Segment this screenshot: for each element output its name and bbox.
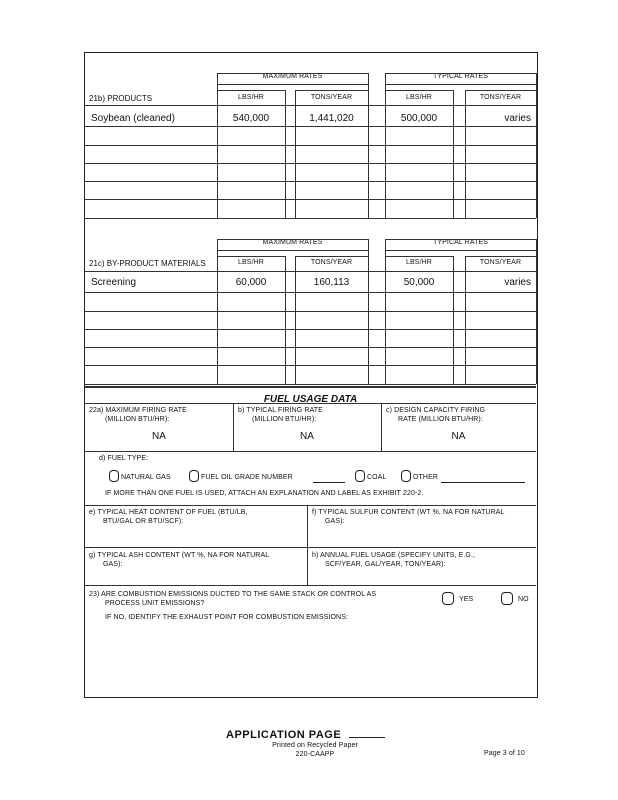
table-row-line — [85, 163, 536, 164]
col-header-line — [295, 90, 368, 91]
products-max-rates-header: MAXIMUM RATES — [262, 73, 323, 80]
max-firing-rate-label — [89, 406, 187, 424]
col-header-line — [465, 90, 536, 91]
byproducts-max-tons-header: TONS/YEAR — [310, 259, 353, 266]
group-header-top — [385, 239, 536, 240]
design-capacity-line2: RATE (MILLION BTU/HR): — [398, 416, 483, 423]
products-label: 21b) PRODUCTS — [89, 94, 153, 103]
table-row-line — [85, 384, 536, 385]
byproducts-section — [85, 219, 536, 385]
q23-exhaust-note: IF NO, IDENTIFY THE EXHAUST POINT FOR COMBUSTION EMISSIONS: — [105, 614, 349, 621]
byproducts-typ-tons-header: TONS/YEAR — [479, 259, 522, 266]
coal-checkbox[interactable] — [355, 470, 365, 482]
group-header-top — [217, 239, 368, 240]
table-row-line — [85, 292, 536, 293]
table-row-line — [85, 329, 536, 330]
heat-content-line1: e) TYPICAL HEAT CONTENT OF FUEL (BTU/LB, — [89, 509, 248, 516]
annual-usage-line1: h) ANNUAL FUEL USAGE (SPECIFY UNITS, E.G., — [312, 552, 476, 559]
other-checkbox[interactable] — [401, 470, 411, 482]
design-capacity-line1: c) DESIGN CAPACITY FIRING — [386, 407, 486, 414]
q23-line1: 23) ARE COMBUSTION EMISSIONS DUCTED TO THE SAME STACK OR CONTROL AS — [89, 591, 377, 598]
group-header-top — [217, 73, 368, 74]
fuel-rate-line — [85, 451, 536, 452]
natural-gas-checkbox[interactable] — [109, 470, 119, 482]
design-capacity-label — [386, 406, 485, 424]
byproducts-max-rates-header: MAXIMUM RATES — [262, 239, 323, 246]
col-header-line — [295, 256, 368, 257]
byproducts-label: 21c) BY-PRODUCT MATERIALS — [89, 259, 206, 268]
table-row-line — [85, 347, 536, 348]
byproducts-typical-rates-header: TYPICAL RATES — [433, 239, 488, 246]
group-right — [536, 239, 537, 384]
group-right — [536, 73, 537, 218]
table-row-line — [85, 126, 536, 127]
table-row-line — [85, 199, 536, 200]
coal-label: COAL — [367, 474, 387, 481]
products-max-tons-header: TONS/YEAR — [310, 94, 353, 101]
group-header-bottom — [217, 84, 368, 85]
fuel-oil-label: FUEL OIL GRADE NUMBER — [201, 474, 293, 481]
col-header-line — [217, 90, 285, 91]
page-number: Page 3 of 10 — [484, 750, 525, 757]
q23-line2: PROCESS UNIT EMISSIONS? — [105, 600, 205, 607]
byproducts-typ-lbs-header: LBS/HR — [406, 259, 432, 266]
fuel-type-label: d) FUEL TYPE: — [99, 455, 149, 462]
table-row-line — [85, 271, 536, 272]
typical-firing-rate-label — [238, 406, 323, 424]
fuel-title: FUEL USAGE DATA — [263, 394, 358, 405]
form-number: 220-CAAPP — [295, 751, 335, 758]
byproduct-typ-lbs: 50,000 — [403, 277, 435, 288]
natural-gas-label: NATURAL GAS — [121, 474, 171, 481]
annual-usage-label — [312, 551, 475, 569]
col-header-line — [385, 256, 453, 257]
product-typ-tons: varies — [504, 113, 531, 124]
other-label: OTHER — [413, 474, 438, 481]
application-page-number-field[interactable] — [349, 737, 385, 738]
heat-content-label — [89, 508, 248, 526]
max-firing-rate-line1: 22a) MAXIMUM FIRING RATE — [89, 407, 187, 414]
fuel-rate-divider — [381, 403, 382, 451]
products-typ-lbs-header: LBS/HR — [406, 94, 432, 101]
table-row-line — [85, 105, 536, 106]
sulfur-content-label — [312, 508, 505, 526]
product-max-tons: 1,441,020 — [309, 113, 354, 124]
q23-no-label: NO — [518, 596, 529, 603]
byproduct-max-tons: 160,113 — [313, 277, 350, 288]
sulfur-content-line1: f) TYPICAL SULFUR CONTENT (WT %, NA FOR NATURAL — [312, 509, 505, 516]
fuel-title-line — [85, 403, 536, 404]
byproduct-name: Screening — [91, 277, 137, 288]
typical-firing-rate-value: NA — [300, 431, 314, 442]
design-capacity-value: NA — [451, 431, 466, 442]
max-firing-rate-value: NA — [152, 431, 166, 442]
table-row-line — [85, 218, 536, 219]
q23-yes-label: YES — [459, 596, 474, 603]
other-fuel-input[interactable] — [441, 482, 525, 483]
byproduct-max-lbs: 60,000 — [235, 277, 267, 288]
typical-firing-rate-line1: b) TYPICAL FIRING RATE — [238, 407, 323, 414]
table-row-line — [85, 181, 536, 182]
recycled-paper-note: Printed on Recycled Paper — [272, 742, 358, 749]
product-max-lbs: 540,000 — [232, 113, 270, 124]
grade-number-input[interactable] — [313, 482, 345, 483]
fuel-rate-divider — [233, 403, 234, 451]
byproduct-typ-tons: varies — [504, 277, 531, 288]
heat-content-line2: BTU/GAL OR BTU/SCF): — [103, 518, 184, 525]
products-section — [85, 53, 536, 219]
group-header-bottom — [217, 250, 368, 251]
max-firing-rate-line2: (MILLION BTU/HR): — [105, 416, 170, 423]
fuel-oil-checkbox[interactable] — [189, 470, 199, 482]
fuel-type-line — [85, 505, 536, 506]
fuel-ef-divider — [307, 505, 308, 585]
product-typ-lbs: 500,000 — [400, 113, 438, 124]
ash-content-line2: GAS): — [103, 561, 123, 568]
fuel-gh-line — [85, 585, 536, 586]
ash-content-line1: g) TYPICAL ASH CONTENT (WT %, NA FOR NATURAL — [89, 552, 270, 559]
table-row-line — [85, 145, 536, 146]
products-typ-tons-header: TONS/YEAR — [479, 94, 522, 101]
col-header-line — [217, 256, 285, 257]
col-header-line — [385, 90, 453, 91]
group-header-bottom — [385, 250, 536, 251]
q23-yes-checkbox[interactable] — [442, 592, 454, 605]
typical-firing-rate-line2: (MILLION BTU/HR): — [252, 416, 317, 423]
table-row-line — [85, 365, 536, 366]
q23-no-checkbox[interactable] — [501, 592, 513, 605]
annual-usage-line2: SCF/YEAR, GAL/YEAR, TON/YEAR): — [325, 561, 446, 568]
byproducts-max-lbs-header: LBS/HR — [238, 259, 264, 266]
ash-content-label — [89, 551, 269, 569]
multi-fuel-note: IF MORE THAN ONE FUEL IS USED, ATTACH AN EXPLANATION AND LABEL AS EXHIBIT 220-2. — [105, 490, 424, 497]
product-name: Soybean (cleaned) — [91, 113, 175, 124]
fuel-ef-line — [85, 547, 536, 548]
products-typical-rates-header: TYPICAL RATES — [433, 73, 488, 80]
table-row-line — [85, 311, 536, 312]
q23-label — [89, 590, 376, 608]
fuel-section-top — [85, 386, 536, 388]
application-form — [84, 52, 538, 698]
group-header-top — [385, 73, 536, 74]
group-header-bottom — [385, 84, 536, 85]
col-header-line — [465, 256, 536, 257]
application-page-label — [226, 729, 385, 741]
products-max-lbs-header: LBS/HR — [238, 94, 264, 101]
application-page-text: APPLICATION PAGE — [226, 729, 342, 741]
sulfur-content-line2: GAS): — [325, 518, 345, 525]
